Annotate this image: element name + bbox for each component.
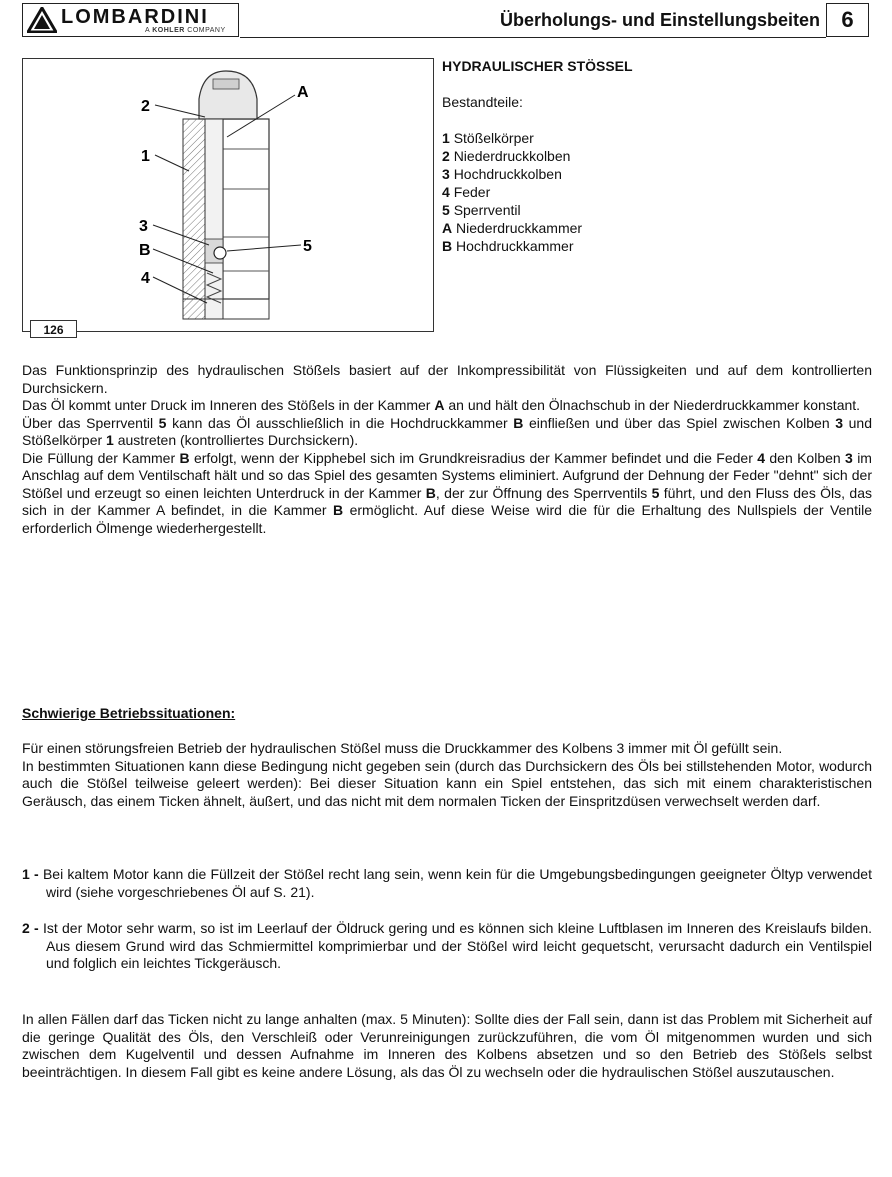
tappet-cross-section-drawing <box>23 59 433 331</box>
paragraph: In bestimmten Situationen kann diese Bedingung nicht gegeben sein (durch das Durchsickern des Öls bei stillstehenden Motor, wodurch auch die Stößel teilweise geleert werden): Bei dieser Situation kann ein Spiel entstehen, das sich mit einem charakteristischen Geräusch, das einem Ticken ähnelt, äußert, und das nicht mit dem normalen Ticken der Einspritzdüsen verwechselt werden darf. <box>22 757 872 809</box>
section-number: 6 <box>826 3 869 37</box>
section-intro <box>22 740 872 810</box>
logo-tagline: A KOHLER COMPANY <box>145 27 226 34</box>
section-heading: Schwierige Betriebssituationen: <box>22 705 236 721</box>
closing-paragraph <box>22 1011 872 1081</box>
paragraph: In allen Fällen darf das Ticken nicht zu lange anhalten (max. 5 Minuten): Sollte dies der Fall sein, dann ist das Problem mit Sicherheit auf die geringe Qualität des Öls, den Verschleiß oder Verunreinigungen zurückzuführen, die vom Öl mitgenommen wurden und sich zwischen dem Kugelventil und dessen Aufnahme im Inneren des Kolbens absetzen und so den Betrieb des Stößels selbst beeinträchtigen. In diesem Fall gibt es keine andere Lösung, als das Öl zu wechseln oder die hydraulischen Stößel auszutauschen. <box>22 1011 872 1080</box>
legend-list <box>442 129 633 255</box>
figure-hydraulic-tappet <box>22 58 434 332</box>
callout-3: 3 <box>139 218 148 235</box>
lombardini-triangle-icon <box>27 7 57 33</box>
header-rule <box>240 37 826 38</box>
paragraph: Das Funktionsprinzip des hydraulischen Stößels basiert auf der Inkompressibilität von Flüssigkeiten und auf dem kontrollierten Durchsickern. <box>22 362 872 396</box>
numbered-item-2: 2 - Ist der Motor sehr warm, so ist im Leerlauf der Öldruck gering und es können sich kleine Luftblasen im Inneren des Kreislaufs bilden. Aus diesem Grund wird das Schmiermittel komprimierbar und der Stößel wird leicht gequetscht, verursacht dadurch ein Ventilspiel und folglich ein leichtes Tickgeräusch. <box>22 920 873 971</box>
numbered-item-1: 1 - Bei kaltem Motor kann die Füllzeit der Stößel recht lang sein, wenn kein für die Umgebungsbedingungen geeigneter Öltyp verwendet wird (siehe vorgeschriebenes Öl auf S. 21). <box>22 866 872 900</box>
legend-item: 4 Feder <box>442 184 491 200</box>
paragraph: Für einen störungsfreien Betrieb der hydraulischen Stößel muss die Druckkammer des Kolbens 3 immer mit Öl gefüllt sein. <box>22 740 783 756</box>
component-legend <box>442 57 633 255</box>
legend-item: 3 Hochdruckkolben <box>442 166 562 182</box>
body-text <box>22 362 872 537</box>
callout-B: B <box>139 242 151 259</box>
paragraph: Die Füllung der Kammer B erfolgt, wenn der Kipphebel sich im Grundkreisradius der Kammer befindet und die Feder 4 den Kolben 3 im Anschlag auf dem Ventilschaft hält und so das Spiel des gesamten Systems eliminiert. Aufgrund der Dehnung der Feder "dehnt" sich der Stößel und erzeugt so einen leichten Unterdruck in der Kammer B, der zur Öffnung des Sperrventils 5 führt, und den Fluss des Öls, das sich in der Kammer A befindet, in die Kammer B ermöglicht. Auf diese Weise wird die für die Erhaltung des Nullspiels der Ventile erforderlich Ölmenge wiederhergestellt. <box>22 449 872 536</box>
legend-item: 5 Sperrventil <box>442 202 521 218</box>
callout-1: 1 <box>141 148 150 165</box>
legend-subtitle: Bestandteile: <box>442 94 523 110</box>
legend-item: B Hochdruckkammer <box>442 238 574 254</box>
callout-4: 4 <box>141 270 150 287</box>
legend-item: 1 Stößelkörper <box>442 130 534 146</box>
paragraph: Über das Sperrventil 5 kann das Öl ausschließlich in die Hochdruckkammer B einfließen und über das Spiel zwischen Kolben 3 und Stößelkörper 1 austreten (kontrolliertes Durchsickern). <box>22 414 872 448</box>
legend-item: A Niederdruckkammer <box>442 220 583 236</box>
logo-wordmark: LOMBARDINI <box>61 6 209 28</box>
legend-item: 2 Niederdruckkolben <box>442 148 571 164</box>
brand-logo <box>22 3 239 37</box>
page-title: Überholungs- und Einstellungsbeiten <box>499 10 820 30</box>
callout-2: 2 <box>141 98 150 115</box>
legend-title: HYDRAULISCHER STÖSSEL <box>442 58 633 74</box>
figure-number: 126 <box>30 320 77 338</box>
callout-A: A <box>297 84 309 101</box>
callout-5: 5 <box>303 238 312 255</box>
paragraph: Das Öl kommt unter Druck im Inneren des Stößels in der Kammer A an und hält den Ölnachschub in der Niederdruckkammer konstant. <box>22 397 861 413</box>
